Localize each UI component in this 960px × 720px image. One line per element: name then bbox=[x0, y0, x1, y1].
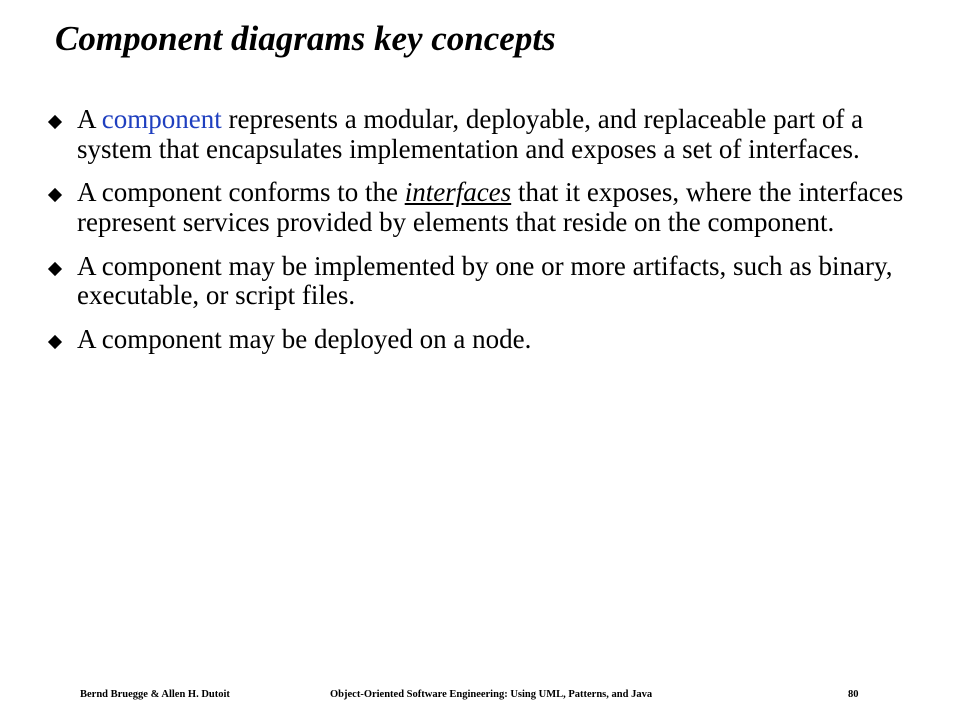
component-term: component bbox=[101, 104, 222, 134]
bullet-text-start: A component conforms to the bbox=[77, 177, 405, 208]
diamond-bullet-icon bbox=[48, 262, 62, 276]
diamond-bullet-icon bbox=[48, 188, 62, 202]
bullet-text-end: represents a modular, deployable, and replaceable part of a system that encapsulates implementation and exposes a set of interfaces. bbox=[77, 104, 864, 164]
bullet-text-start: A bbox=[77, 104, 102, 134]
bullet-text bbox=[77, 177, 903, 237]
bullet-item-node bbox=[50, 325, 910, 355]
bullet-item-component-definition bbox=[50, 105, 910, 164]
slide-title: Component diagrams key concepts bbox=[55, 19, 556, 58]
slide-footer bbox=[0, 689, 960, 705]
bullet-list bbox=[50, 105, 910, 369]
bullet-item-interfaces bbox=[50, 178, 910, 237]
diamond-bullet-icon bbox=[48, 115, 62, 129]
bullet-text bbox=[77, 104, 863, 164]
bullet-item-artifacts bbox=[50, 252, 910, 311]
footer-page-number: 80 bbox=[848, 689, 859, 700]
bullet-text: A component may be deployed on a node. bbox=[77, 324, 532, 355]
bullet-text-end: that it exposes, where the interfaces represent services provided by elements that reside on the component. bbox=[77, 177, 904, 238]
diamond-bullet-icon bbox=[48, 335, 62, 349]
interfaces-term: interfaces bbox=[404, 177, 512, 208]
footer-book-title: Object-Oriented Software Engineering: Using UML, Patterns, and Java bbox=[330, 689, 653, 700]
footer-authors: Bernd Bruegge & Allen H. Dutoit bbox=[80, 689, 230, 700]
bullet-text: A component may be implemented by one or more artifacts, such as binary, executable, or script files. bbox=[77, 250, 893, 311]
